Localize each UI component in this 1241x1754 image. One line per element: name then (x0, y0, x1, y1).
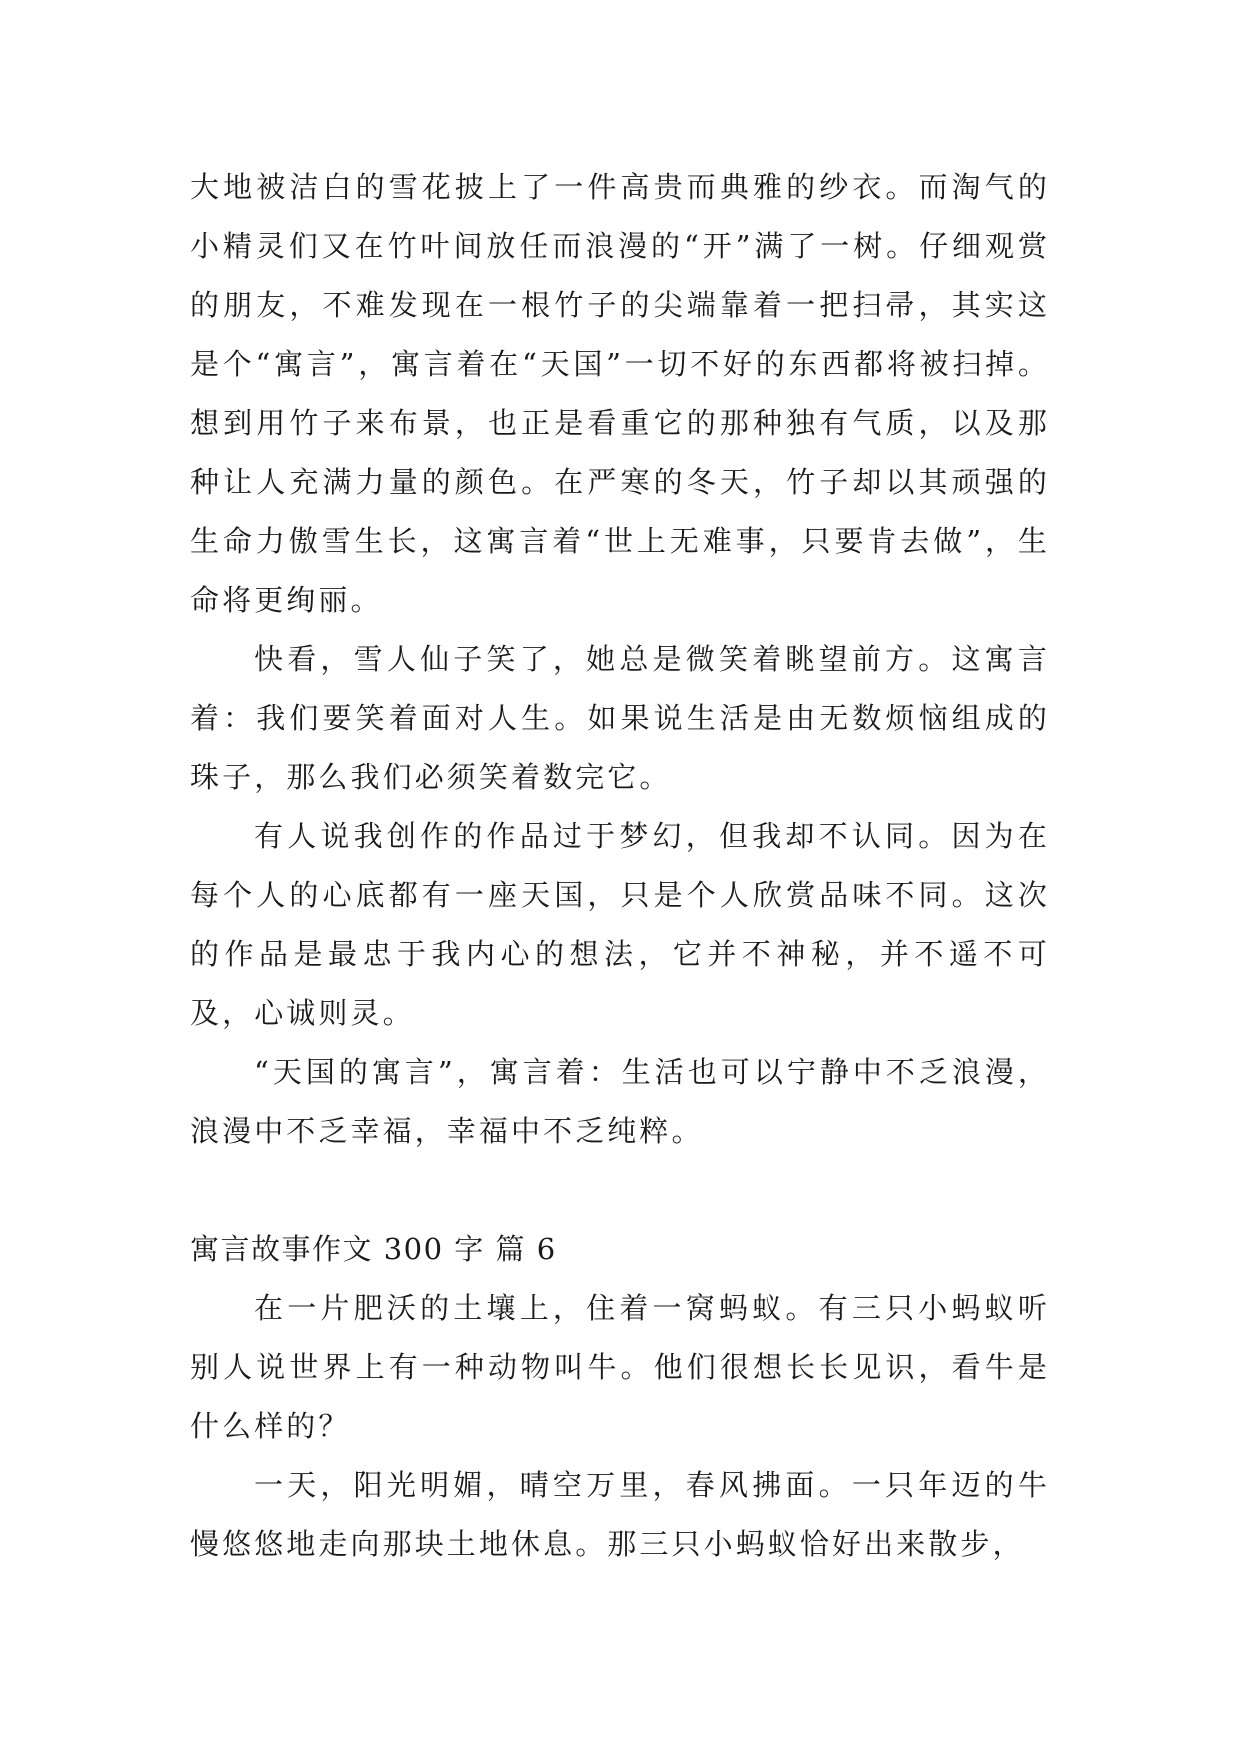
section-heading: 寓言故事作文 300 字 篇 6 (190, 1232, 557, 1266)
paragraph-artwork-opinion: 有人说我创作的作品过于梦幻，但我却不认同。因为在每个人的心底都有一座天国，只是个人欣赏品味不同。这次的作品是最忠于我内心的想法，它并不神秘，并不遥不可及，心诚则灵。 (190, 819, 1050, 1030)
document-body (190, 158, 1050, 1574)
paragraph-ants-intro: 在一片肥沃的土壤上，住着一窝蚂蚁。有三只小蚂蚁听别人说世界上有一种动物叫牛。他们很想长长见识，看牛是什么样的？ (190, 1291, 1050, 1443)
paragraph-snow-bamboo: 大地被洁白的雪花披上了一件高贵而典雅的纱衣。而淘气的小精灵们又在竹叶间放任而浪漫的“开”满了一树。仔细观赏的朋友，不难发现在一根竹子的尖端靠着一把扫帚，其实这是个“寓言”，寓言着在“天国”一切不好的东西都将被扫掉。想到用竹子来布景，也正是看重它的那种独有气质，以及那种让人充满力量的颜色。在严寒的冬天，竹子却以其顽强的生命力傲雪生长，这寓言着“世上无难事，只要肯去做”，生命将更绚丽。 (190, 170, 1050, 617)
paragraph-ox-arrives: 一天，阳光明媚，晴空万里，春风拂面。一只年迈的牛慢悠悠地走向那块土地休息。那三只小蚂蚁恰好出来散步， (190, 1468, 1050, 1561)
paragraph-snowman-fairy: 快看，雪人仙子笑了，她总是微笑着眺望前方。这寓言着：我们要笑着面对人生。如果说生活是由无数烦恼组成的珠子，那么我们必须笑着数完它。 (190, 642, 1050, 794)
paragraph-heaven-fable: “天国的寓言”，寓言着：生活也可以宁静中不乏浪漫，浪漫中不乏幸福，幸福中不乏纯粹。 (190, 1055, 1050, 1148)
